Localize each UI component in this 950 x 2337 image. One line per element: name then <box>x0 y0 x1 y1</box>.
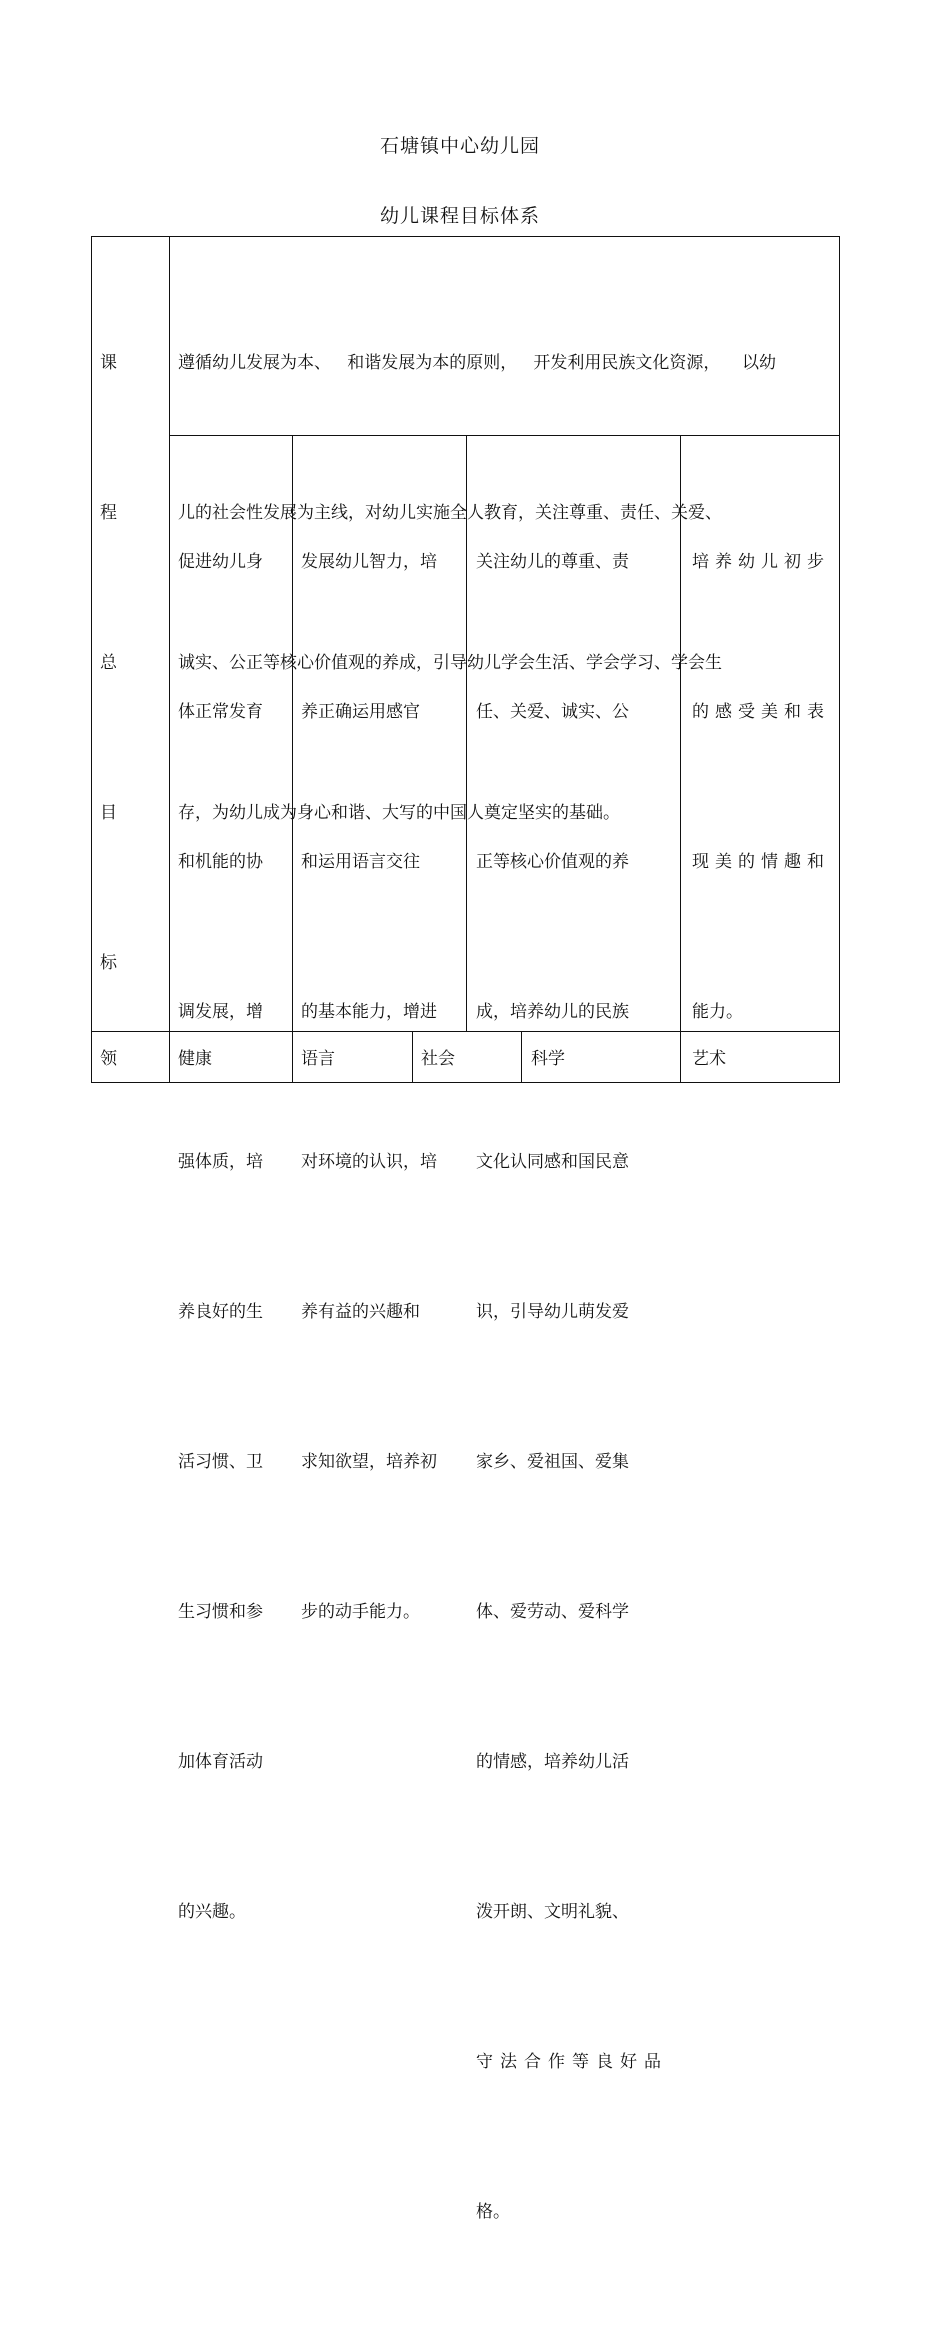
sub-goal-society <box>476 437 679 2337</box>
sub-goal-art <box>692 437 838 1137</box>
domain-society: 社会 <box>421 1049 455 1069</box>
text-line: 家乡、爱祖国、爱集 <box>476 1452 629 1472</box>
text-line: 守法合作等良好品 <box>476 2052 668 2072</box>
text-line: 泼开朗、文明礼貌、 <box>476 1902 629 1922</box>
text-line: 现美的情趣和 <box>692 852 830 872</box>
text-line: 对环境的认识，培 <box>301 1152 437 1172</box>
text-line: 发展幼儿智力，培 <box>301 552 437 572</box>
text-line: 养有益的兴趣和 <box>301 1302 420 1322</box>
text-line: 体、爱劳动、爱科学 <box>476 1602 629 1622</box>
domain-language: 语言 <box>301 1049 335 1069</box>
text-line: 文化认同感和国民意 <box>476 1152 629 1172</box>
text-line: 和机能的协 <box>178 852 263 872</box>
domain-row-label: 领 <box>100 1049 117 1069</box>
sub-goal-language <box>301 437 465 1737</box>
text-line: 诚实、公正等核心价值观的养成，引导幼儿学会生活、学会学习、学会生 <box>178 653 722 673</box>
text-line: 正等核心价值观的养 <box>476 852 629 872</box>
text-line: 培养幼儿初步 <box>692 552 830 572</box>
text-line: 活习惯、卫 <box>178 1452 263 1472</box>
text-line: 识，引导幼儿萌发爱 <box>476 1302 629 1322</box>
label-char: 目 <box>100 803 117 823</box>
sub-goal-health <box>178 437 290 2037</box>
text-line: 步的动手能力。 <box>301 1602 420 1622</box>
label-char: 程 <box>100 503 117 523</box>
school-name: 石塘镇中心幼儿园 <box>379 135 540 157</box>
label-char: 总 <box>100 653 117 673</box>
text-line: 的情感，培养幼儿活 <box>476 1752 629 1772</box>
table-right-border <box>839 236 840 1083</box>
document-title: 幼儿课程目标体系 <box>379 205 540 227</box>
text-line: 关注幼儿的尊重、责 <box>476 552 629 572</box>
label-char: 标 <box>100 953 117 973</box>
text-line: 格。 <box>476 2202 510 2222</box>
goal-row-label <box>100 238 160 1088</box>
text-line: 成，培养幼儿的民族 <box>476 1002 629 1022</box>
text-line: 的感受美和表 <box>692 702 830 722</box>
text-line: 能力。 <box>692 1002 743 1022</box>
text-line: 调发展，增 <box>178 1002 263 1022</box>
text-line: 的基本能力，增进 <box>301 1002 437 1022</box>
text-line: 的兴趣。 <box>178 1902 246 1922</box>
table-top-border <box>91 236 840 237</box>
text-line: 求知欲望，培养初 <box>301 1452 437 1472</box>
text-line: 加体育活动 <box>178 1752 263 1772</box>
domain-health: 健康 <box>178 1049 212 1069</box>
label-column-divider <box>169 236 170 1083</box>
text-line: 强体质，培 <box>178 1152 263 1172</box>
text-line: 养良好的生 <box>178 1302 263 1322</box>
text-line: 体正常发育 <box>178 702 263 722</box>
label-char: 课 <box>100 353 117 373</box>
domain-science: 科学 <box>531 1049 565 1069</box>
text-line: 和运用语言交往 <box>301 852 420 872</box>
text-line: 任、关爱、诚实、公 <box>476 702 629 722</box>
text-line: 生习惯和参 <box>178 1602 263 1622</box>
text-line: 养正确运用感官 <box>301 702 420 722</box>
table-left-border <box>91 236 92 1083</box>
text-line: 促进幼儿身 <box>178 552 263 572</box>
text-line: 儿的社会性发展为主线，对幼儿实施全人教育，关注尊重、责任、关爱、 <box>178 503 722 523</box>
text-line: 遵循幼儿发展为本、 和谐发展为本的原则， 开发利用民族文化资源， 以幼 <box>178 353 777 373</box>
domain-art: 艺术 <box>692 1049 726 1069</box>
text-line: 存，为幼儿成为身心和谐、大写的中国人奠定坚实的基础。 <box>178 803 620 823</box>
